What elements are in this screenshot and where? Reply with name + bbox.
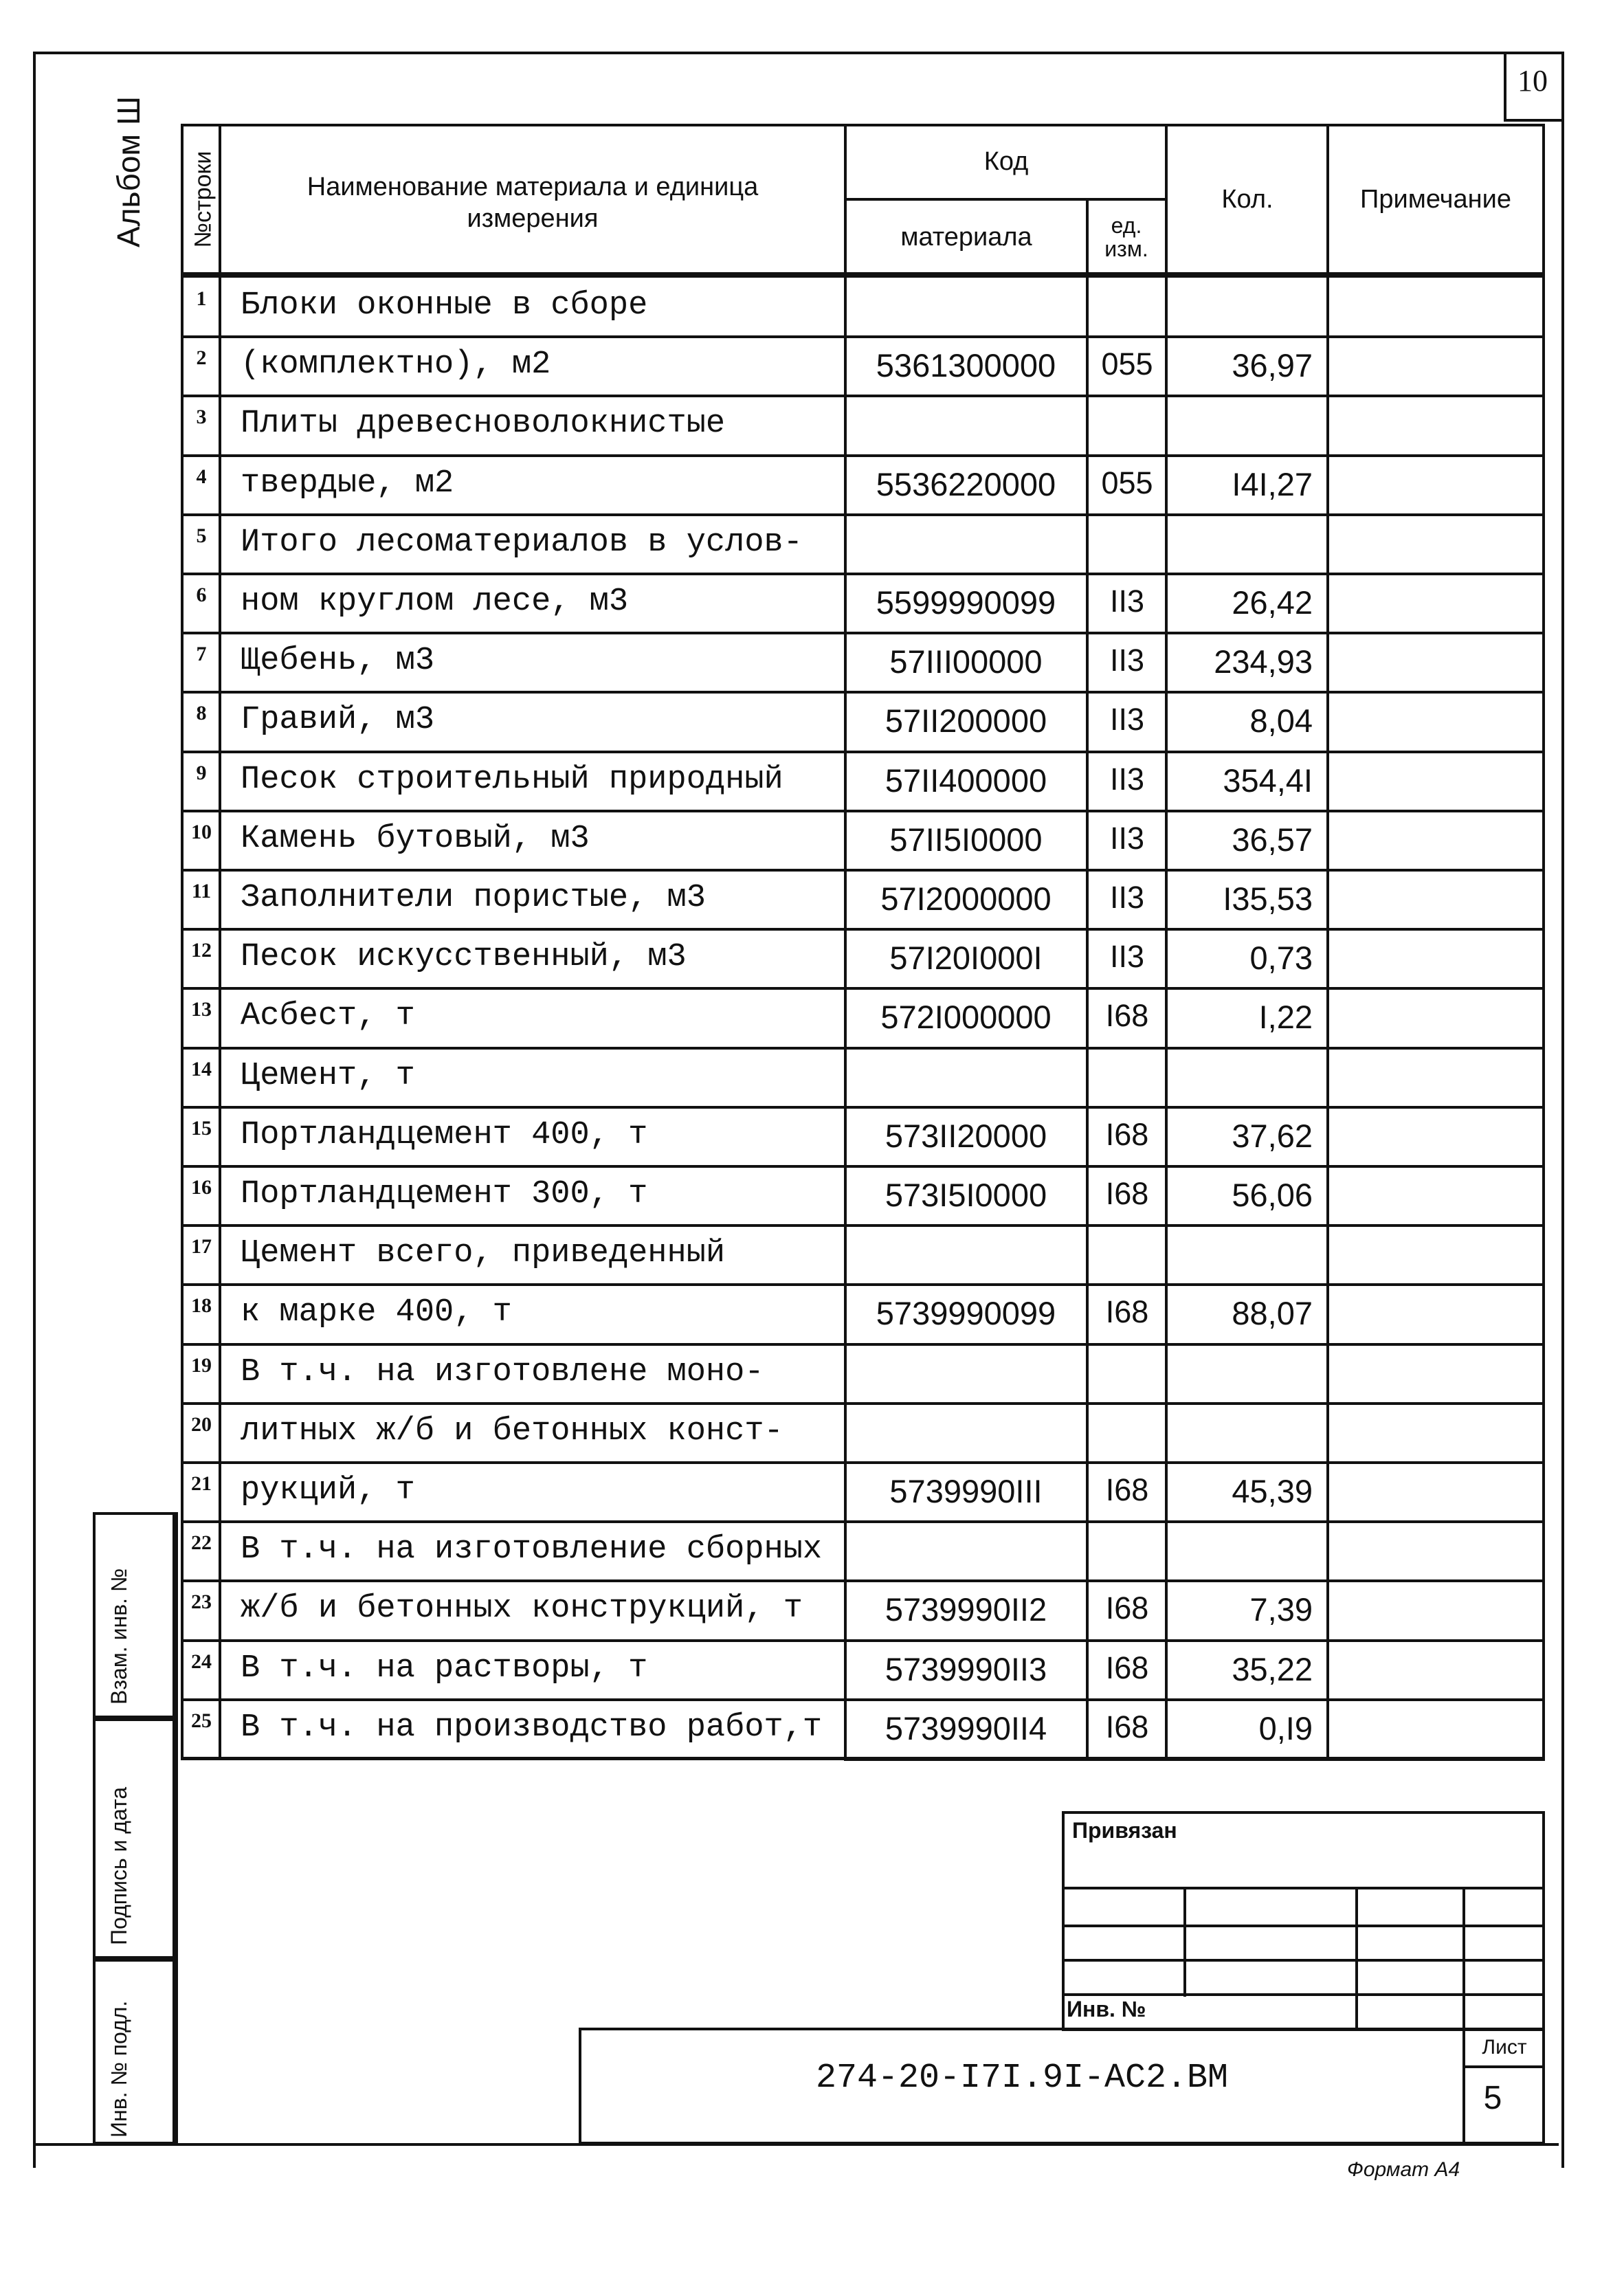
row-separator: [181, 1402, 1545, 1405]
row-number: 22: [191, 1531, 212, 1555]
unit-code: II3: [1109, 939, 1145, 975]
row-number: 4: [196, 465, 207, 488]
unit-code: I68: [1105, 1590, 1149, 1626]
tb-line-4: [1062, 1993, 1545, 1996]
row-number: 17: [191, 1235, 212, 1259]
quantity-value: 234,93: [1214, 643, 1313, 680]
side-inv-podl-label: Инв. № подл.: [107, 2000, 131, 2138]
material-code: 573II20000: [885, 1117, 1047, 1154]
row-separator: [181, 454, 1545, 457]
quantity-value: 56,06: [1232, 1177, 1313, 1213]
header-code-group: Код: [983, 147, 1029, 176]
material-name: Песок строительный природный: [241, 761, 783, 798]
side-podpis-box: [93, 1718, 175, 1959]
unit-code: II3: [1109, 584, 1145, 619]
row-separator: [181, 869, 1545, 872]
tb-vline-3: [1462, 1887, 1465, 2031]
row-number: 11: [191, 880, 212, 902]
side-stamp-divider: [175, 1512, 178, 2144]
header-quantity: Кол.: [1221, 185, 1273, 214]
material-name: Портландцемент 400, т: [241, 1116, 648, 1153]
row-number: 5: [196, 524, 207, 547]
material-code: 572I000000: [880, 999, 1052, 1036]
unit-code: I68: [1105, 1294, 1149, 1330]
unit-code: II3: [1109, 643, 1145, 678]
row-number: 16: [191, 1176, 212, 1199]
row-number: 6: [196, 584, 207, 606]
row-separator: [181, 691, 1545, 694]
material-name: Цемент всего, приведенный: [241, 1235, 726, 1272]
header-unit-code: ед. изм.: [1104, 213, 1148, 261]
material-name: литных ж/б и бетонных конст-: [241, 1412, 783, 1450]
row-number: 21: [191, 1472, 212, 1495]
material-name: Щебень, м3: [241, 643, 435, 680]
material-code: 5739990II2: [885, 1591, 1047, 1628]
col-divider-material: [1086, 199, 1089, 1760]
row-number: 8: [196, 702, 207, 725]
unit-code: II3: [1109, 820, 1145, 856]
quantity-value: 0,73: [1249, 940, 1313, 977]
row-separator: [181, 1698, 1545, 1701]
row-separator: [181, 751, 1545, 753]
row-separator: [181, 928, 1545, 931]
quantity-value: 36,97: [1232, 347, 1313, 384]
quantity-value: 45,39: [1232, 1473, 1313, 1509]
material-name: В т.ч. на растворы, т: [241, 1650, 648, 1687]
quantity-value: 8,04: [1249, 702, 1313, 740]
material-code: 57II400000: [885, 762, 1047, 799]
row-number: 12: [191, 939, 212, 962]
sheet-label: Лист: [1482, 2036, 1527, 2059]
row-number: 7: [196, 643, 207, 666]
material-name: Плиты древесноволокнистые: [241, 406, 726, 443]
row-number: 13: [191, 998, 212, 1021]
quantity-value: 88,07: [1232, 1295, 1313, 1332]
header-material-code: материала: [900, 223, 1032, 252]
quantity-value: 0,I9: [1258, 1709, 1313, 1747]
material-name: Портландцемент 300, т: [241, 1176, 648, 1212]
unit-code: I68: [1105, 1472, 1149, 1507]
material-name: Камень бутовый, м3: [241, 820, 590, 857]
material-name: Итого лесоматериалов в услов-: [241, 524, 803, 561]
material-code: 573I5I0000: [885, 1177, 1047, 1213]
material-code: 5361300000: [876, 347, 1056, 384]
material-name: к марке 400, т: [241, 1294, 512, 1331]
tb-vline-2: [1355, 1887, 1358, 2031]
row-separator: [181, 1343, 1545, 1346]
row-separator: [181, 1106, 1545, 1109]
material-name: Блоки оконные в сборе: [241, 287, 648, 324]
col-divider-qty: [1326, 124, 1329, 1760]
row-separator: [181, 810, 1545, 812]
material-name: ж/б и бетонных конструкций, т: [241, 1590, 803, 1628]
row-separator: [181, 1165, 1545, 1168]
unit-code: II3: [1109, 880, 1145, 915]
quantity-value: I4I,27: [1232, 465, 1313, 502]
row-separator: [181, 573, 1545, 575]
header-rowno: №строки: [190, 151, 216, 248]
material-name: В т.ч. на изготовление сборных: [241, 1531, 823, 1568]
material-name: Гравий, м3: [241, 702, 435, 739]
side-inv-podl-box: [93, 1959, 175, 2144]
material-name: В т.ч. на изготовлене моно-: [241, 1353, 764, 1390]
row-number: 25: [191, 1709, 212, 1732]
material-code: 57III00000: [889, 643, 1043, 680]
unit-code: I68: [1105, 1650, 1149, 1685]
unit-code: II3: [1109, 702, 1145, 738]
header-name: Наименование материала и единица измерения: [307, 173, 759, 233]
material-name: Заполнители пористые, м3: [241, 880, 706, 916]
quantity-value: 26,42: [1232, 584, 1313, 621]
document-code: 274-20-I7I.9I-AC2.BM: [815, 2059, 1229, 2098]
unit-code: I68: [1105, 1116, 1149, 1152]
format-label: Формат А4: [1347, 2158, 1460, 2181]
col-divider-rowno: [219, 124, 221, 1760]
material-name: (комплектно), м2: [241, 346, 551, 384]
row-number: 19: [191, 1353, 212, 1377]
unit-code: I68: [1105, 1709, 1149, 1744]
row-number: 18: [191, 1294, 212, 1318]
tb-line-3: [1062, 1959, 1545, 1962]
col-divider-unit: [1165, 124, 1168, 1760]
corner-page-number: 10: [1517, 64, 1548, 98]
material-name: ном круглом лесе, м3: [241, 584, 629, 620]
material-name: твердые, м2: [241, 465, 454, 502]
row-separator: [181, 1224, 1545, 1227]
row-number: 23: [191, 1590, 212, 1614]
row-separator: [181, 1283, 1545, 1286]
quantity-value: 37,62: [1232, 1117, 1313, 1154]
row-separator: [181, 513, 1545, 516]
unit-code: 055: [1101, 465, 1153, 500]
row-number: 20: [191, 1412, 212, 1436]
sheet-number: 5: [1483, 2080, 1502, 2116]
material-code: 57I20I000I: [889, 940, 1043, 977]
material-code: 57II200000: [885, 702, 1047, 740]
side-vzam-inv-label: Взам. инв. №: [107, 1568, 131, 1705]
row-separator: [181, 1579, 1545, 1582]
side-vzam-inv-box: [93, 1512, 175, 1718]
row-separator: [181, 1047, 1545, 1050]
header-bottom-line: [181, 272, 1545, 278]
material-code: 5536220000: [876, 465, 1056, 502]
quantity-value: I35,53: [1223, 880, 1313, 917]
row-separator: [181, 1461, 1545, 1464]
material-code: 5739990099: [876, 1295, 1056, 1332]
material-code: 57II5I0000: [889, 821, 1043, 858]
quantity-value: 354,4I: [1223, 762, 1313, 799]
quantity-value: 36,57: [1232, 821, 1313, 858]
material-name: Асбест, т: [241, 998, 415, 1035]
album-label: Альбом Ш: [111, 96, 146, 247]
header-note: Примечание: [1360, 185, 1511, 214]
row-number: 24: [191, 1650, 212, 1673]
quantity-value: 35,22: [1232, 1650, 1313, 1687]
row-number: 1: [196, 287, 207, 310]
row-number: 2: [196, 346, 207, 370]
row-number: 9: [196, 761, 207, 784]
tb-line-2: [1062, 1925, 1545, 1927]
quantity-value: 7,39: [1249, 1591, 1313, 1628]
unit-code: I68: [1105, 998, 1149, 1034]
sheet-label-line: [1462, 2065, 1545, 2068]
material-name: Цемент, т: [241, 1057, 415, 1094]
material-name: В т.ч. на производство работ,т: [241, 1709, 823, 1746]
unit-code: I68: [1105, 1176, 1149, 1211]
unit-code: II3: [1109, 761, 1145, 797]
row-number: 3: [196, 406, 207, 429]
tb-line-1: [1062, 1887, 1545, 1889]
row-separator: [181, 987, 1545, 990]
row-number: 14: [191, 1057, 212, 1080]
material-name: рукций, т: [241, 1472, 415, 1509]
material-code: 5739990II4: [885, 1709, 1047, 1747]
row-separator: [181, 395, 1545, 397]
row-separator: [181, 632, 1545, 634]
inv-no-label: Инв. №: [1067, 1997, 1146, 2021]
row-separator: [181, 1520, 1545, 1523]
row-separator: [181, 335, 1545, 338]
material-code: 5599990099: [876, 584, 1056, 621]
tb-vline-1: [1183, 1887, 1186, 1997]
privyazan-label: Привязан: [1072, 1818, 1177, 1843]
material-code: 5739990III: [889, 1473, 1043, 1509]
material-name: Песок искусственный, м3: [241, 939, 687, 976]
table-bottom-line: [844, 1757, 1545, 1761]
row-number: 15: [191, 1116, 212, 1140]
material-code: 57I2000000: [880, 880, 1052, 917]
code-header-divider: [844, 198, 1167, 201]
material-code: 5739990II3: [885, 1650, 1047, 1687]
side-podpis-label: Подпись и дата: [107, 1786, 131, 1945]
frame-bottom-line: [33, 2143, 1559, 2146]
row-separator: [181, 1639, 1545, 1642]
unit-code: 055: [1101, 346, 1153, 382]
quantity-value: I,22: [1258, 999, 1313, 1036]
row-number: 10: [191, 820, 212, 843]
